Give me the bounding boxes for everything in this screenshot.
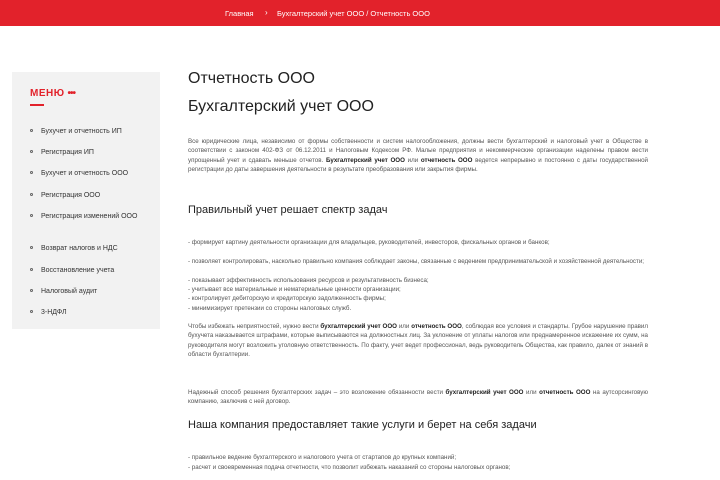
menu-title — [30, 88, 75, 99]
breadcrumb-separator: › — [265, 8, 268, 17]
bullet-icon — [30, 289, 33, 292]
page-title: Отчетность ООО — [188, 70, 315, 87]
para2-text-3: , соблюдая все условия и стандарты. Грубое нарушение правил бухучета наказывается штрафами, которые выписываются на должностных лиц. За уклонение от уплаты налогов или преднамеренное искажение их сумм, на руководителя могут возложить уголовную ответственность. По факту, учет ведет профессионал, ведь руководитель Общества, как правило, далек от знаний в области бухгалтерии. — [188, 323, 648, 359]
intro-bold-1: Бухгалтерский учет ООО — [325, 156, 405, 164]
section-heading-tasks: Правильный учет решает спектр задач — [188, 204, 388, 216]
para2-text-2: или — [397, 323, 412, 330]
task-item: - формирует картину деятельности организации для владельцев, руководителей, инвесторов, фискальных органов и банков; — [188, 239, 550, 246]
para2-bold-1: бухгалтерский учет ООО — [320, 323, 397, 330]
sidebar-item-3ndfl[interactable] — [30, 307, 155, 318]
section-heading-services: Наша компания предоставляет такие услуги и берет на себя задачи — [188, 419, 537, 431]
sidebar-item-registration-ip[interactable] — [30, 147, 155, 158]
para2-text-1: Чтобы избежать неприятностей, нужно вести — [188, 323, 321, 330]
para2-bold-2: отчетность ООО — [411, 323, 462, 330]
sidebar-item-tax-refund[interactable] — [30, 243, 155, 254]
bullet-icon — [30, 246, 33, 249]
para3-text-1: Надежный способ решения бухгалтерских задач – это возложение обязанности вести — [188, 389, 446, 396]
bullet-icon — [30, 171, 33, 174]
sidebar-item-registration-ooo[interactable] — [30, 190, 155, 201]
sidebar-item-label: Регистрация ООО — [41, 192, 101, 199]
bullet-icon — [30, 268, 33, 271]
sidebar-item-label: 3-НДФЛ — [41, 309, 67, 316]
sidebar-item-label: Регистрация ИП — [41, 149, 94, 156]
task-item: - показывает эффективность использования ресурсов и результативность бизнеса; — [188, 277, 429, 284]
menu-title-text: МЕНЮ — [30, 88, 65, 99]
para3-bold-1: бухгалтерский учет ООО — [445, 389, 524, 396]
menu-dots-icon: ••• — [67, 88, 76, 99]
intro-text-2: или — [404, 156, 421, 164]
sidebar-item-label: Бухучет и отчетность ООО — [41, 170, 129, 177]
breadcrumb-home-link[interactable]: Главная — [225, 9, 254, 18]
sidebar-menu — [12, 72, 160, 329]
bullet-icon — [30, 129, 33, 132]
sidebar-item-label: Регистрация изменений ООО — [41, 213, 138, 220]
task-item: - позволяет контролировать, насколько правильно компания соблюдает законы, связанные с ведением предпринимательской и хозяйственной деятельности; — [188, 258, 645, 265]
intro-text-3: ведется непрерывно и постоянно с даты государственной регистрации до даты завершения деятельности в результате преобразования или закрытия фирмы. — [188, 156, 648, 174]
para3-bold-2: отчетность ООО — [539, 389, 591, 396]
bullet-icon — [30, 150, 33, 153]
paragraph-outsourcing — [188, 388, 648, 407]
para3-text-2: или — [523, 389, 540, 396]
breadcrumb-current: Бухгалтерский учет ООО / Отчетность ООО — [277, 9, 430, 18]
sidebar-item-buhuchet-ip[interactable] — [30, 126, 155, 137]
sidebar-item-recovery[interactable] — [30, 265, 155, 276]
bullet-icon — [30, 214, 33, 217]
task-item: - минимизирует претензии со стороны налоговых служб. — [188, 305, 352, 312]
sidebar-item-buhuchet-ooo[interactable] — [30, 168, 155, 179]
para3-text-3: на аутсорсинговую компанию, заключив с ней договор. — [188, 389, 649, 406]
sidebar-item-label: Возврат налогов и НДС — [41, 245, 118, 252]
service-item: - расчет и своевременная подача отчетности, что позволит избежать наказаний со стороны налоговых органов; — [188, 464, 511, 471]
intro-paragraph — [188, 137, 648, 175]
sidebar-item-label: Налоговый аудит — [41, 288, 98, 295]
task-item: - учитывает все материальные и нематериальные ценности организации; — [188, 286, 401, 293]
bullet-icon — [30, 310, 33, 313]
bullet-icon — [30, 193, 33, 196]
intro-bold-2: отчетность ООО — [420, 156, 473, 164]
page-subtitle: Бухгалтерский учет ООО — [188, 98, 374, 115]
sidebar-item-label: Бухучет и отчетность ИП — [41, 128, 122, 135]
task-item: - контролирует дебиторскую и кредиторскую задолженность фирмы; — [188, 295, 386, 302]
sidebar-item-label: Восстановление учета — [41, 267, 115, 274]
sidebar-item-registration-changes[interactable] — [30, 211, 155, 222]
sidebar-item-tax-audit[interactable] — [30, 286, 155, 297]
breadcrumb — [0, 0, 720, 26]
service-item: - правильное ведение бухгалтерского и налогового учета от стартапов до крупных компаний; — [188, 454, 457, 461]
intro-text-1: Все юридические лица, независимо от формы собственности и систем налогообложения, должны вести бухгалтерский и налоговый учет в Обществе в соответствии с законом 402-ФЗ от 06.12.2011 и Налоговым Кодексом РФ. Малые предприятия и некоммерческие организации наделены правом вести упрощенный учет и сдавать меньше отчетов. — [188, 138, 648, 164]
menu-title-underline — [30, 104, 44, 106]
paragraph-responsibility — [188, 322, 648, 360]
